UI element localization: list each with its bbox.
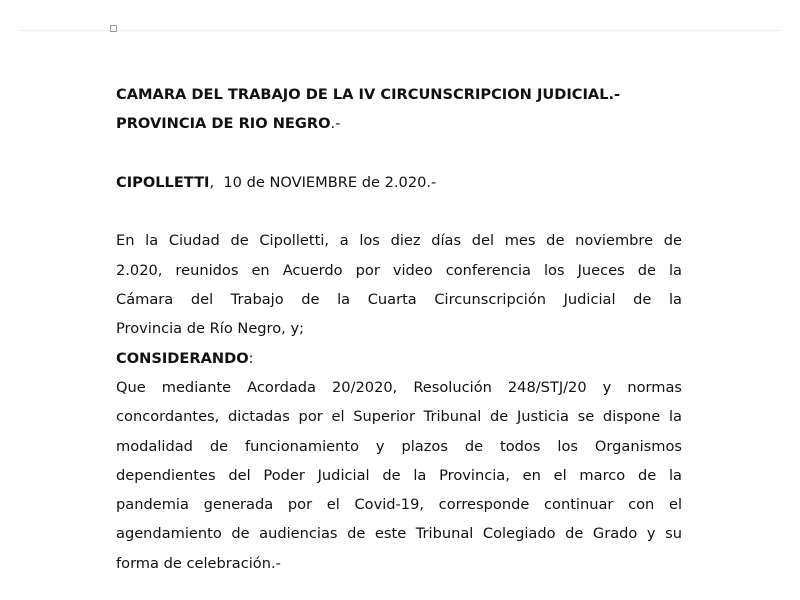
intro-line: Cámara del Trabajo de la Cuarta Circunscripción Judicial de la bbox=[116, 291, 682, 309]
paragraph-marker-icon bbox=[110, 25, 117, 32]
body-last-line: forma de celebración.- bbox=[116, 554, 281, 572]
body-line: Que mediante Acordada 20/2020, Resolución 248/STJ/20 y normas bbox=[116, 378, 682, 396]
body-line: pandemia generada por el Covid-19, corresponde continuar con el bbox=[116, 496, 682, 514]
header-divider bbox=[18, 30, 782, 31]
intro-line: 2.020, reunidos en Acuerdo por video conferencia los Jueces de la bbox=[116, 261, 682, 279]
province-title: PROVINCIA DE RIO NEGRO.- bbox=[116, 115, 341, 133]
body-line: agendamiento de audiencias de este Tribunal Colegiado de Grado y su bbox=[116, 525, 682, 543]
blank-line bbox=[116, 197, 682, 226]
intro-line: En la Ciudad de Cipolletti, a los diez días del mes de noviembre de bbox=[116, 232, 682, 250]
dateline: CIPOLLETTI, 10 de NOVIEMBRE de 2.020.- bbox=[116, 173, 437, 191]
document-body bbox=[116, 80, 682, 578]
court-title: CAMARA DEL TRABAJO DE LA IV CIRCUNSCRIPCION JUDICIAL.- bbox=[116, 86, 621, 103]
intro-last-line: Provincia de Río Negro, y; bbox=[116, 320, 304, 338]
body-line: modalidad de funcionamiento y plazos de todos los Organismos bbox=[116, 437, 682, 455]
body-line: dependientes del Poder Judicial de la Provincia, en el marco de la bbox=[116, 466, 682, 484]
blank-line bbox=[116, 139, 682, 168]
body-line: concordantes, dictadas por el Superior Tribunal de Justicia se dispone la bbox=[116, 408, 682, 426]
considerando-heading: CONSIDERANDO: bbox=[116, 349, 254, 367]
